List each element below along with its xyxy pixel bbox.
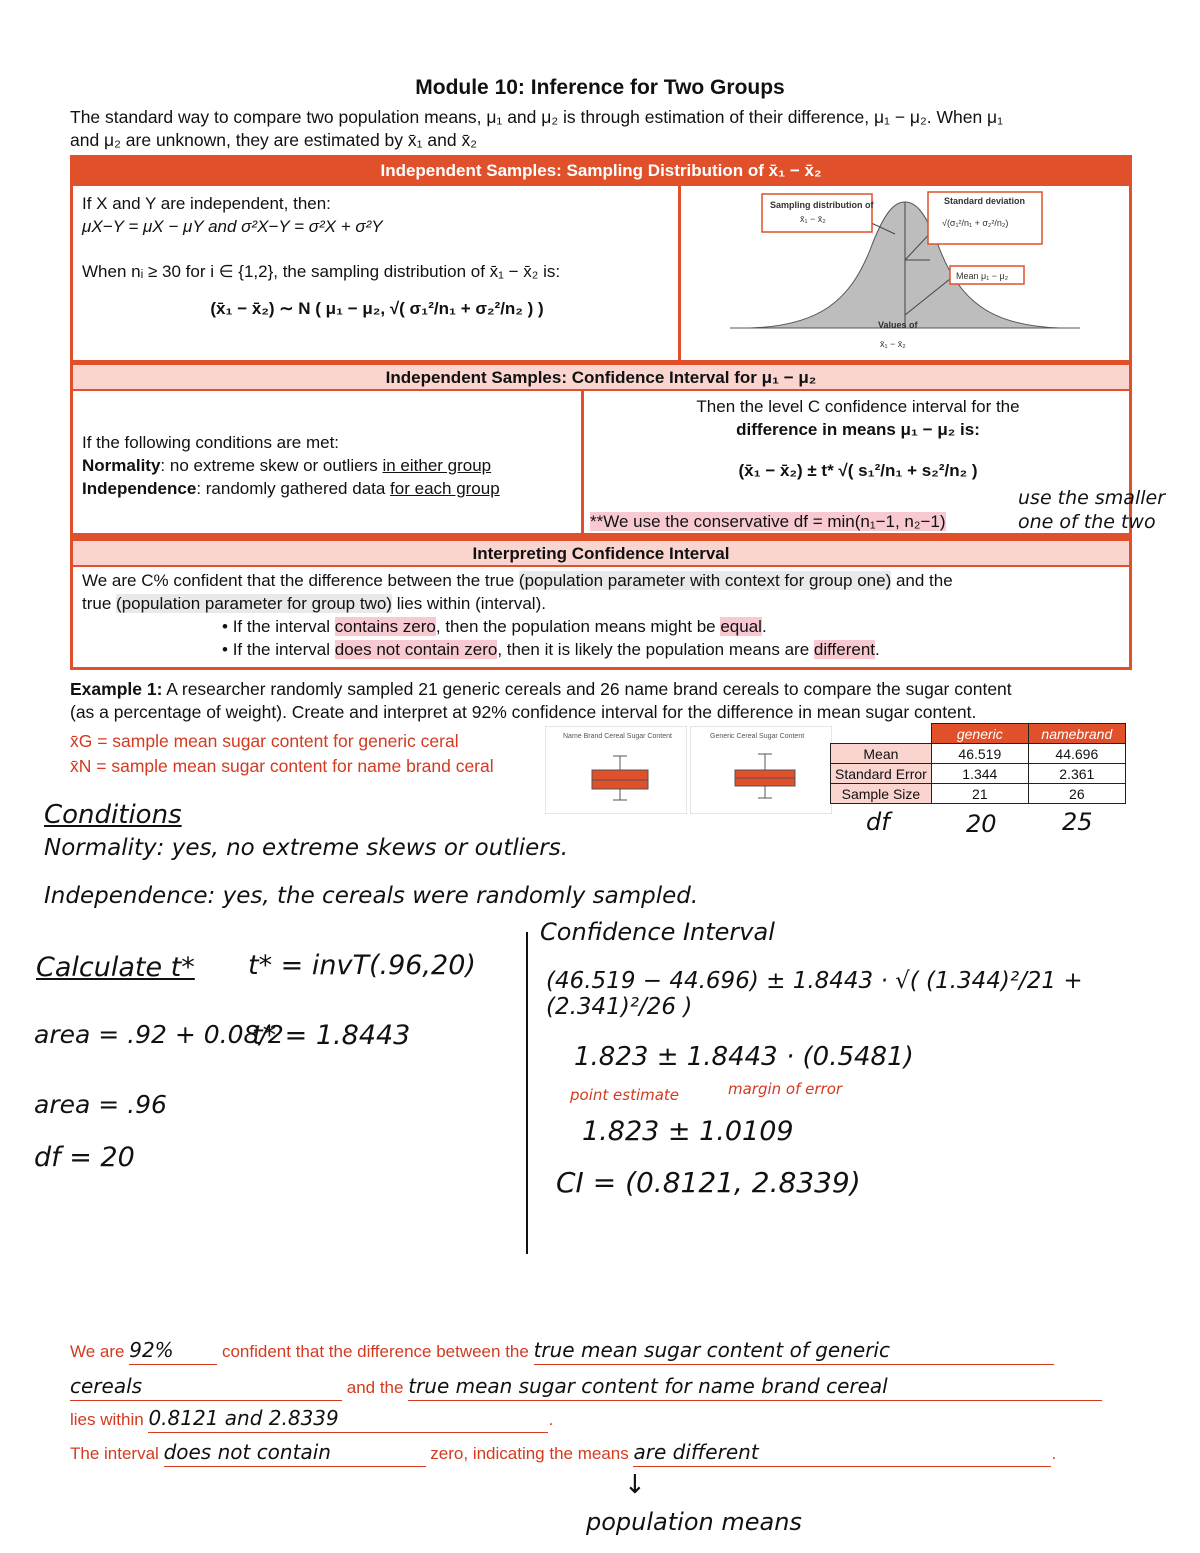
fig-values-label: Values of: [878, 320, 918, 330]
blank-means: are different: [633, 1438, 1051, 1467]
divider: [678, 186, 681, 362]
interp-text: and the: [891, 571, 953, 590]
interp-text: true: [82, 594, 117, 613]
independence-line: If X and Y are independent, then:: [82, 194, 331, 213]
intro-line-2: and μ₂ are unknown, they are estimated by x̄₁ and x̄₂: [70, 130, 478, 150]
fig-values-label-2: x̄₁ − x̄₂: [880, 339, 906, 349]
bullet-highlight: does not contain zero: [334, 640, 498, 659]
boxplot-generic: [690, 726, 832, 814]
conclusion-text: The interval: [70, 1444, 159, 1463]
ci-formula: (x̄₁ − x̄₂) ± t* √( s₁²/n₁ + s₂²/n₂ ): [738, 461, 978, 480]
normality-label: Normality: [82, 456, 161, 475]
bullet-text: , then the population means might be: [435, 617, 721, 636]
independence-underlined: for each group: [390, 479, 500, 498]
interp-text: We are C% confident that the difference between the true: [82, 571, 519, 590]
df-note: [590, 510, 946, 533]
independence-condition: [82, 477, 577, 500]
conditions-intro: If the following conditions are met:: [82, 433, 340, 452]
ci-line-1: Then the level C confidence interval for the: [696, 397, 1020, 416]
example-text-2: (as a percentage of weight). Create and interpret at 92% confidence interval for the difference in mean sugar content.: [70, 702, 977, 722]
ci-formula-block: [590, 395, 1126, 482]
hw-normality: Normality: yes, no extreme skews or outliers.: [44, 835, 569, 861]
normality-condition: [82, 454, 577, 477]
hw-population-means: population means: [586, 1508, 802, 1536]
hw-ci-title: Confidence Interval: [540, 918, 775, 946]
intro-text: [70, 106, 1135, 152]
cell-value: 46.519: [931, 744, 1028, 764]
blank-group-one: true mean sugar content of generic: [534, 1336, 1054, 1365]
hw-tstar-value: t* = 1.8443: [252, 1020, 411, 1051]
conclusion-line-3: [70, 1404, 1130, 1434]
row-label: Standard Error: [831, 764, 932, 784]
hw-df: df = 20: [34, 1142, 135, 1173]
df-namebrand: 25: [1062, 808, 1093, 836]
ci-line-2: difference in means μ₁ − μ₂ is:: [736, 420, 980, 439]
section-3-header: Interpreting Confidence Interval: [73, 539, 1129, 567]
plot-1-title: Name Brand Cereal Sugar Content: [563, 733, 672, 740]
hw-calculate: Calculate t*: [36, 952, 195, 983]
fig-mean-label: Mean μ₁ − μ₂: [956, 271, 1009, 281]
page-title: Module 10: Inference for Two Groups: [415, 76, 785, 99]
mean-variance-line: μX−Y = μX − μY and σ²X−Y = σ²X + σ²Y: [82, 217, 383, 236]
conclusion-text: confident that the difference between the: [221, 1342, 529, 1361]
df-generic: 20: [966, 810, 997, 838]
fig-sd-label: Standard deviation: [944, 196, 1026, 206]
section-2-header: Independent Samples: Confidence Interval for μ₁ − μ₂: [73, 363, 1129, 391]
conclusion-line-4: [70, 1438, 1130, 1468]
cell-value: 26: [1028, 784, 1125, 804]
section-1-header: Independent Samples: Sampling Distribution of x̄₁ − x̄₂: [73, 158, 1129, 186]
divider: [581, 391, 584, 535]
hw-ci-step-1: (46.519 − 44.696) ± 1.8443 · √( (1.344)²/21 + (2.341)²/26 ): [546, 968, 1083, 1020]
intro-line-1: The standard way to compare two population means, μ₁ and μ₂ is through estimation of their difference, μ₁ − μ₂. When μ₁: [70, 107, 1004, 127]
hw-ci-result: CI = (0.8121, 2.8339): [556, 1166, 861, 1199]
independence-text: : randomly gathered data: [196, 479, 391, 498]
df-label: df: [866, 808, 890, 836]
hw-ci-step-3: 1.823 ± 1.0109: [582, 1116, 794, 1147]
bullet-highlight: contains zero: [334, 617, 436, 636]
conclusion-text: lies within: [70, 1410, 144, 1429]
def-generic: x̄G = sample mean sugar content for generic ceral: [70, 731, 459, 751]
example-label: Example 1:: [70, 679, 163, 699]
example-text-1: A researcher randomly sampled 21 generic cereals and 26 name brand cereals to compare the sugar content: [162, 679, 1012, 699]
conclusion-line-2: [70, 1372, 1130, 1402]
conclusion-text: We are: [70, 1342, 125, 1361]
plot-2-title: Generic Cereal Sugar Content: [710, 733, 805, 740]
blank-group-one-cont: cereals: [70, 1372, 342, 1401]
row-label: Mean: [831, 744, 932, 764]
conclusion-text: .: [1051, 1444, 1057, 1463]
interp-text: lies within (interval).: [391, 594, 546, 613]
table-row: [831, 784, 1126, 804]
cell-value: 44.696: [1028, 744, 1125, 764]
interp-group-one: (population parameter with context for group one): [518, 571, 892, 590]
bullet-text: , then it is likely the population means are: [497, 640, 814, 659]
interp-line-1: [82, 569, 1122, 592]
conclusion-text: and the: [346, 1378, 404, 1397]
normality-underlined: in either group: [382, 456, 492, 475]
fig-sd-formula: √(σ₁²/n₁ + σ₂²/n₂): [942, 218, 1009, 228]
bullet-not-contain-zero: • If the interval does not contain zero, then it is likely the population means are different.: [222, 640, 880, 659]
row-label: Sample Size: [831, 784, 932, 804]
bullet-text: If the interval: [232, 640, 335, 659]
bullet-highlight: equal: [720, 617, 762, 636]
cell-value: 21: [931, 784, 1028, 804]
table-header-row: [831, 724, 1126, 744]
fig-sampling-label: Sampling distribution of: [770, 200, 874, 210]
hw-independence: Independence: yes, the cereals were randomly sampled.: [44, 883, 699, 909]
bullet-text: .: [761, 617, 767, 636]
blank-group-two: true mean sugar content for name brand cereal: [408, 1372, 1102, 1401]
independence-label: Independence: [82, 479, 197, 498]
hw-margin-of-error: margin of error: [728, 1080, 843, 1098]
work-divider: [526, 932, 528, 1254]
section-1-left: [82, 192, 672, 320]
col-namebrand: namebrand: [1028, 724, 1125, 744]
boxplot-namebrand: [545, 726, 687, 814]
bullet-contains-zero: • If the interval contains zero, then the population means might be equal.: [222, 617, 767, 636]
hw-area-1: area = .92 + 0.08/2: [34, 1020, 284, 1049]
conclusion-line-1: [70, 1336, 1130, 1366]
hw-ci-step-2: 1.823 ± 1.8443 · (0.5481): [574, 1042, 914, 1072]
variable-definitions: [70, 729, 540, 779]
bullet-highlight: different: [813, 640, 876, 659]
hw-tstar-cmd: t* = invT(.96,20): [248, 950, 476, 981]
blank-interval: 0.8121 and 2.8339: [148, 1404, 548, 1433]
normal-curve-figure: [690, 190, 1120, 355]
example-1: [70, 678, 1140, 724]
cell-value: 1.344: [931, 764, 1028, 784]
hw-area-2: area = .96: [34, 1090, 167, 1119]
df-note-text: **We use the conservative df = min(n₁−1, n₂−1): [590, 512, 946, 531]
down-arrow-icon: ↓: [624, 1470, 646, 1500]
conclusion-text: .: [548, 1410, 554, 1429]
blank-confidence: 92%: [129, 1336, 217, 1365]
bullet-text: .: [875, 640, 880, 659]
interp-group-two: (population parameter for group two): [116, 594, 392, 613]
col-generic: generic: [931, 724, 1028, 744]
interpreting-text: [82, 569, 1122, 661]
fig-sampling-label-2: x̄₁ − x̄₂: [800, 214, 826, 224]
clt-line: When nᵢ ≥ 30 for i ∈ {1,2}, the sampling distribution of x̄₁ − x̄₂ is:: [82, 262, 561, 281]
blank-contain: does not contain: [164, 1438, 426, 1467]
interp-line-2: [82, 592, 1122, 615]
cell-value: 2.361: [1028, 764, 1125, 784]
bullet-text: If the interval: [232, 617, 335, 636]
summary-table: [830, 723, 1126, 804]
conditions-block: [82, 431, 577, 500]
def-namebrand: x̄N = sample mean sugar content for name brand ceral: [70, 756, 494, 776]
sampling-formula: (x̄₁ − x̄₂) ∼ N ( μ₁ − μ₂, √( σ₁²/n₁ + σ₂²/n₂ ) ): [210, 299, 544, 318]
table-row: [831, 744, 1126, 764]
side-note: use the smaller one of the two: [1018, 487, 1165, 533]
hw-point-estimate: point estimate: [570, 1086, 680, 1104]
conclusion-text: zero, indicating the means: [430, 1444, 629, 1463]
table-row: [831, 764, 1126, 784]
hw-conditions: Conditions: [44, 800, 182, 830]
normality-text: : no extreme skew or outliers: [160, 456, 383, 475]
